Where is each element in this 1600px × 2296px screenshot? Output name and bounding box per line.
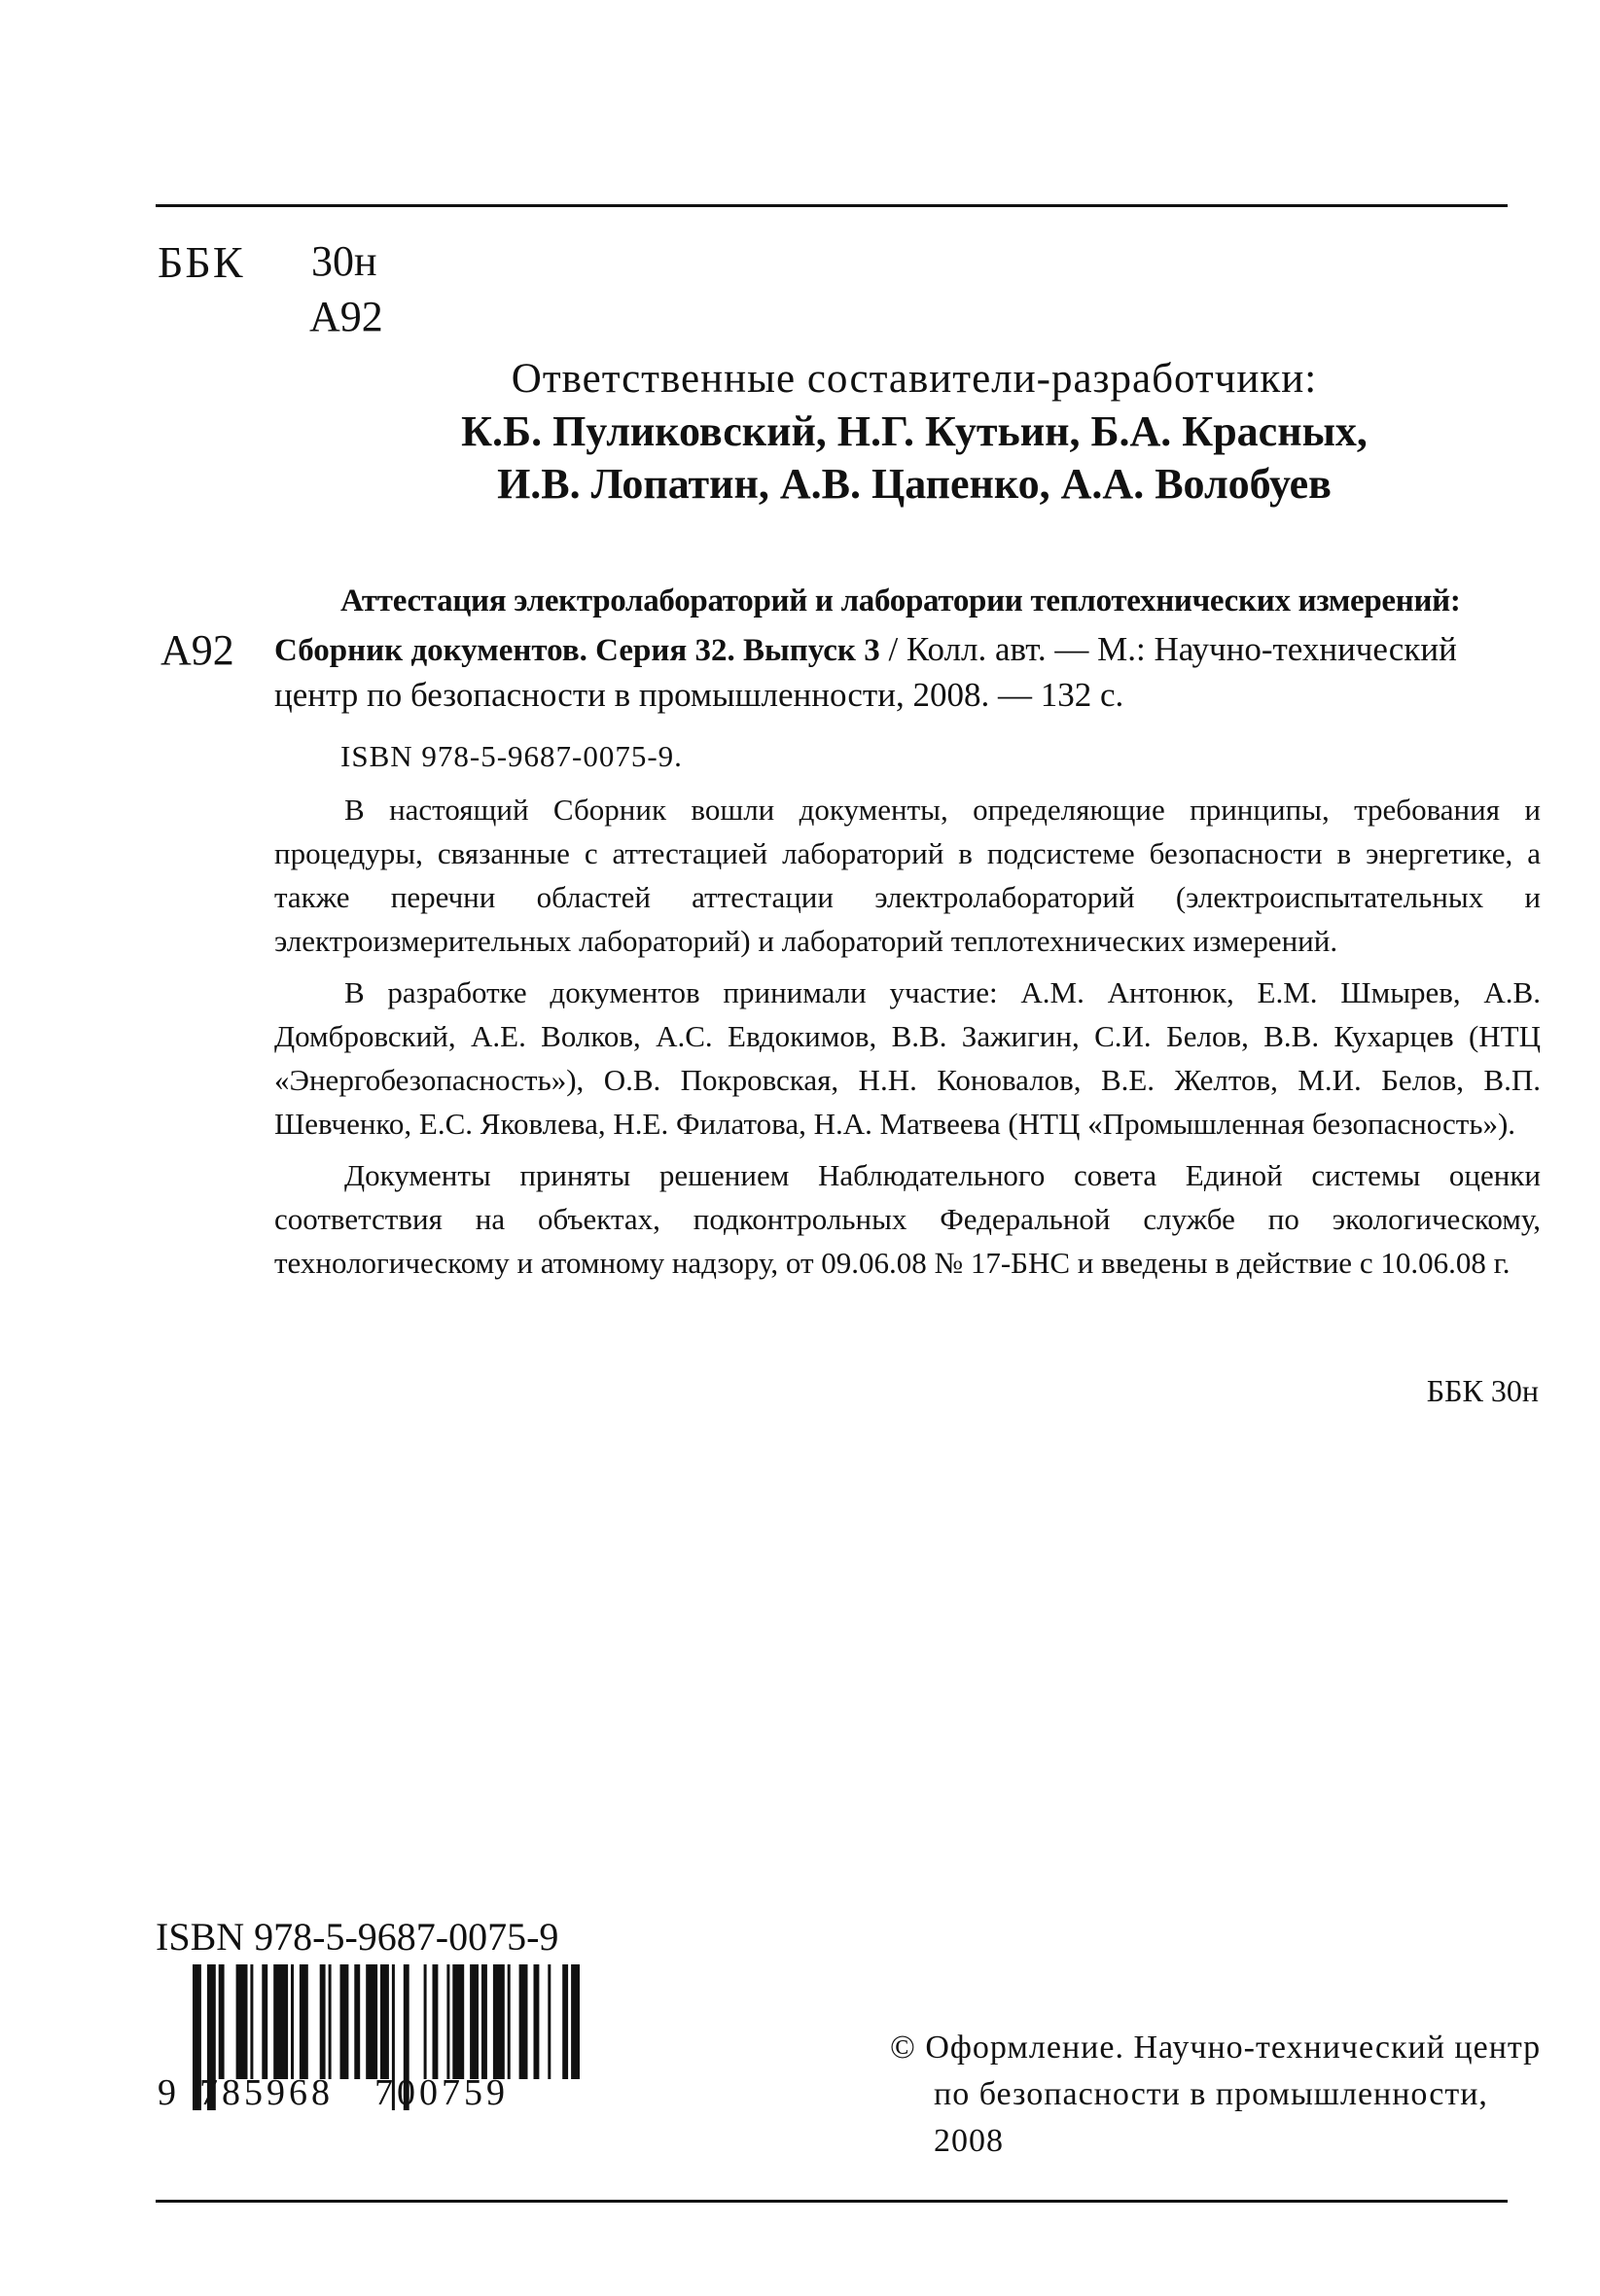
annotation-paragraph-3: Документы приняты решением Наблюдательного совета Единой системы оценки соответствия на объектах, подконтрольных Федеральной службе по экологическому, технологическому и атомному надзору, от 09.06.08 № 17-БНС и введены в действие с 10.06.08 г. <box>274 1158 1541 1280</box>
copyright-line-2: по безопасности в промышленности, <box>934 2076 1488 2112</box>
barcode-bar <box>366 1964 377 2079</box>
barcode-digit-first: 9 <box>158 2072 176 2113</box>
barcode-bar <box>562 1964 568 2079</box>
barcode-bar <box>452 1964 464 2079</box>
barcode-bar <box>354 1964 360 2079</box>
barcode-bar <box>571 1964 580 2079</box>
bottom-rule <box>156 2200 1508 2203</box>
barcode-digits-left: 785968 <box>199 2072 334 2113</box>
barcode-bar <box>219 1964 225 2079</box>
bibliography-title: Аттестация электролабораторий и лаборатории теплотехнических измерений: <box>340 583 1461 618</box>
barcode-bar <box>380 1964 389 2079</box>
barcode-bar <box>291 1964 294 2079</box>
authors-line-2: И.В. Лопатин, А.В. Цапенко, А.А. Волобуев <box>497 460 1332 508</box>
annotation-paragraph-1: В настоящий Сборник вошли документы, определяющие принципы, требования и процедуры, связанные с аттестацией лабораторий в подсистеме безопасности в энергетике, а также перечни областей аттестации электролабораторий (электроиспытательных и электроизмерительных лабораторий) и лабораторий теплотехнических измерений. <box>274 793 1541 958</box>
bibliography-line-2 <box>274 630 1457 669</box>
bibliography-imprint: / Колл. авт. — М.: Научно-технический <box>879 630 1457 668</box>
barcode-bar <box>320 1964 326 2079</box>
barcode-bar <box>340 1964 349 2079</box>
barcode-bar <box>262 1964 267 2079</box>
copyright-line-3: 2008 <box>934 2123 1004 2159</box>
annotation <box>274 788 1541 1285</box>
authors-title: Ответственные составители-разработчики: <box>511 356 1318 402</box>
barcode-bar <box>548 1964 551 2079</box>
bibliography-index: А92 <box>160 626 234 674</box>
copyright-line-1: © Оформление. Научно-технический центр <box>890 2030 1542 2066</box>
barcode-bar <box>250 1964 253 2079</box>
barcode-bar <box>481 1964 487 2079</box>
barcode-bar <box>433 1964 439 2079</box>
barcode-isbn: ISBN 978-5-9687-0075-9 <box>156 1915 559 1959</box>
bbk-footer: ББК 30н <box>1426 1373 1539 1408</box>
authors-line-1: К.Б. Пуликовский, Н.Г. Кутьин, Б.А. Красных, <box>461 407 1368 455</box>
barcode-bar <box>534 1964 540 2079</box>
barcode-bar <box>470 1964 479 2079</box>
barcode-bar <box>519 1964 528 2079</box>
bibliography-series: Сборник документов. Серия 32. Выпуск 3 <box>274 633 880 668</box>
barcode-bar <box>300 1964 308 2079</box>
barcode-bar <box>508 1964 511 2079</box>
barcode-bar <box>329 1964 332 2079</box>
annotation-paragraph-2: В разработке документов принимали участие: А.М. Антонюк, Е.М. Шмырев, А.В. Домбровский, А.Е. Волков, А.С. Евдокимов, В.В. Зажигин, С.И. Белов, В.В. Кухарцев (НТЦ «Энергобезопасность»), О.В. Покровская, Н.Н. Коновалов, В.Е. Желтов, М.И. Белов, В.П. Шевченко, Е.С. Яковлева, Н.Е. Филатова, Н.А. Матвеева (НТЦ «Промышленная безопасность»). <box>274 975 1541 1141</box>
barcode-bar <box>493 1964 505 2079</box>
bbk-label: ББК <box>158 237 245 287</box>
bibliography-line-3: центр по безопасности в промышленности, 2008. — 132 с. <box>274 676 1124 714</box>
barcode-bar <box>236 1964 248 2079</box>
top-rule <box>156 204 1508 207</box>
bibliography-isbn: ISBN 978-5-9687-0075-9. <box>340 739 683 773</box>
bbk-code: 30н <box>311 237 377 285</box>
author-mark: А92 <box>309 293 383 340</box>
barcode-bar <box>424 1964 427 2079</box>
barcode-digits-right: 700759 <box>374 2072 509 2113</box>
barcode-bar <box>446 1964 449 2079</box>
barcode-bar <box>273 1964 288 2079</box>
